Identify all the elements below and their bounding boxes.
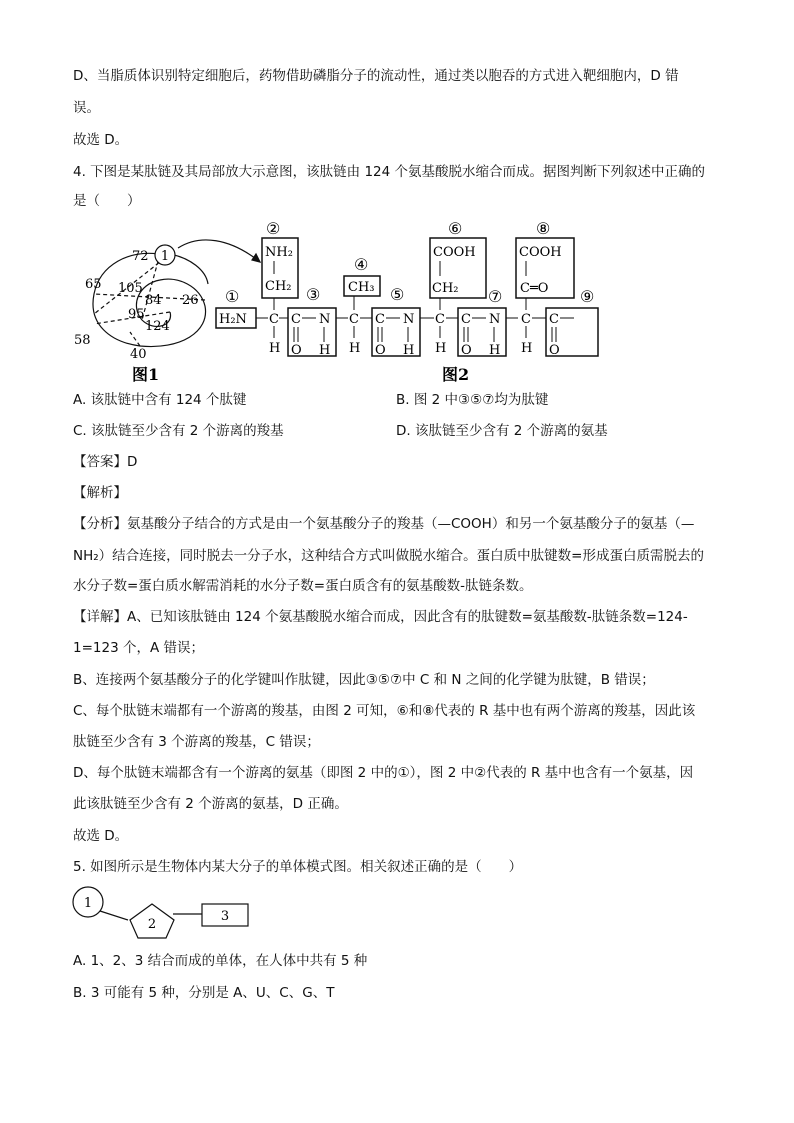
residue-number: 65: [85, 277, 102, 292]
circled-label: ⑧: [536, 219, 551, 238]
q5-option-a: A. 1、2、3 结合而成的单体，在人体中共有 5 种: [73, 953, 368, 969]
group-ch2: CH₂: [432, 281, 459, 296]
atom-h: H: [521, 341, 533, 356]
atom-c: C: [349, 312, 359, 327]
circled-label: ②: [266, 219, 281, 238]
group-h2n: H₂N: [219, 312, 247, 327]
analysis-line: 肽链至少含有 3 个游离的羧基，C 错误；: [73, 734, 320, 750]
atom-o: O: [291, 343, 302, 358]
atom-h: H: [269, 341, 281, 356]
residue-number: 26: [182, 293, 199, 308]
text-line: D、当脂质体识别特定细胞后，药物借助磷脂分子的流动性，通过类以胞吞的方式进入靶细胞内，D 错: [73, 68, 679, 84]
analysis-line: 此该肽链至少含有 2 个游离的氨基，D 正确。: [73, 796, 348, 812]
analysis-line: 【分析】氨基酸分子结合的方式是由一个氨基酸分子的羧基（—COOH）和另一个氨基酸分子的氨基（—: [73, 516, 695, 532]
group-ch3: CH₃: [348, 280, 375, 295]
analysis-line: 水分子数=蛋白质水解需消耗的水分子数=蛋白质含有的氨基酸数-肽链条数。: [73, 578, 533, 594]
text-line: 故选 D。: [73, 132, 129, 148]
atom-c: C: [435, 312, 445, 327]
question-5-stem: 5. 如图所示是生物体内某大分子的单体模式图。相关叙述正确的是（ ）: [73, 859, 523, 875]
question-4-stem: 4. 下图是某肽链及其局部放大示意图，该肽链由 124 个氨基酸脱水缩合而成。据图判断下列叙述中正确的: [73, 164, 706, 180]
atom-h: H: [435, 341, 447, 356]
circled-label: ⑥: [448, 219, 463, 238]
atom-h: H: [349, 341, 361, 356]
residue-number: 105: [118, 281, 143, 296]
group-cooh: COOH: [519, 245, 562, 260]
option-d: D. 该肽链至少含有 2 个游离的氨基: [396, 423, 608, 439]
answer-line: 【答案】D: [73, 454, 138, 470]
atom-n: N: [489, 312, 501, 327]
part-3-label: 3: [220, 909, 230, 924]
atom-c: C: [291, 312, 301, 327]
figure-peptide-chain: [70, 214, 610, 386]
option-c: C. 该肽链至少含有 2 个游离的羧基: [73, 423, 284, 439]
circled-label: ①: [225, 287, 240, 306]
text-line: 误。: [73, 100, 100, 116]
circled-label: ⑤: [390, 285, 405, 304]
atom-c: C: [461, 312, 471, 327]
atom-c: C: [521, 312, 531, 327]
group-cooh: COOH: [433, 245, 476, 260]
analysis-line: 【详解】A、已知该肽链由 124 个氨基酸脱水缩合而成，因此含有的肽键数=氨基酸数-肽链条数=124-: [73, 609, 688, 625]
atom-n: N: [319, 312, 331, 327]
option-a: A. 该肽链中含有 124 个肽键: [73, 392, 247, 408]
group-co: C═O: [520, 281, 549, 296]
atom-c: C: [269, 312, 279, 327]
residue-number: 40: [130, 347, 147, 362]
circled-label: ⑨: [580, 287, 595, 306]
part-1-label: 1: [83, 896, 93, 911]
atom-c: C: [375, 312, 385, 327]
atom-o: O: [375, 343, 386, 358]
analysis-line: B、连接两个氨基酸分子的化学键叫作肽键，因此③⑤⑦中 C 和 N 之间的化学键为肽键，B 错误；: [73, 672, 655, 688]
circled-label: ③: [306, 285, 321, 304]
figure-monomer: [70, 884, 260, 940]
q5-option-b: B. 3 可能有 5 种，分别是 A、U、C、G、T: [73, 985, 335, 1001]
residue-number: 58: [74, 333, 91, 348]
part-2-label: 2: [147, 917, 157, 932]
question-4-stem-end: 是（ ）: [73, 193, 141, 209]
analysis-line: NH₂）结合连接，同时脱去一分子水，这种结合方式叫做脱水缩合。蛋白质中肽键数=形成蛋白质需脱去的: [73, 548, 704, 564]
analysis-line: C、每个肽链末端都有一个游离的羧基，由图 2 可知，⑥和⑧代表的 R 基中也有两个游离的羧基，因此该: [73, 703, 696, 719]
atom-h: H: [403, 343, 415, 358]
figure-2-label: 图2: [442, 365, 470, 384]
analysis-line: D、每个肽链末端都含有一个游离的氨基（即图 2 中的①），图 2 中②代表的 R 基中也含有一个氨基，因: [73, 765, 694, 781]
atom-o: O: [549, 343, 560, 358]
residue-number: 95: [128, 307, 145, 322]
option-b: B. 图 2 中③⑤⑦均为肽键: [396, 392, 549, 408]
figure-2-formula: [216, 219, 598, 358]
analysis-line: 故选 D。: [73, 828, 129, 844]
atom-o: O: [461, 343, 472, 358]
circled-label: ⑦: [488, 287, 503, 306]
residue-number: 72: [132, 249, 149, 264]
residue-number: 84: [145, 293, 162, 308]
group-nh2: NH₂: [265, 245, 293, 260]
atom-h: H: [489, 343, 501, 358]
analysis-title: 【解析】: [73, 485, 127, 501]
group-ch2: CH₂: [265, 279, 292, 294]
atom-n: N: [403, 312, 415, 327]
figure-1-label: 图1: [132, 365, 160, 384]
circle-marker-label: 1: [160, 249, 170, 264]
atom-h: H: [319, 343, 331, 358]
atom-c: C: [549, 312, 559, 327]
circled-label: ④: [354, 255, 369, 274]
residue-number: 124: [145, 319, 170, 334]
analysis-line: 1=123 个，A 错误；: [73, 640, 204, 656]
